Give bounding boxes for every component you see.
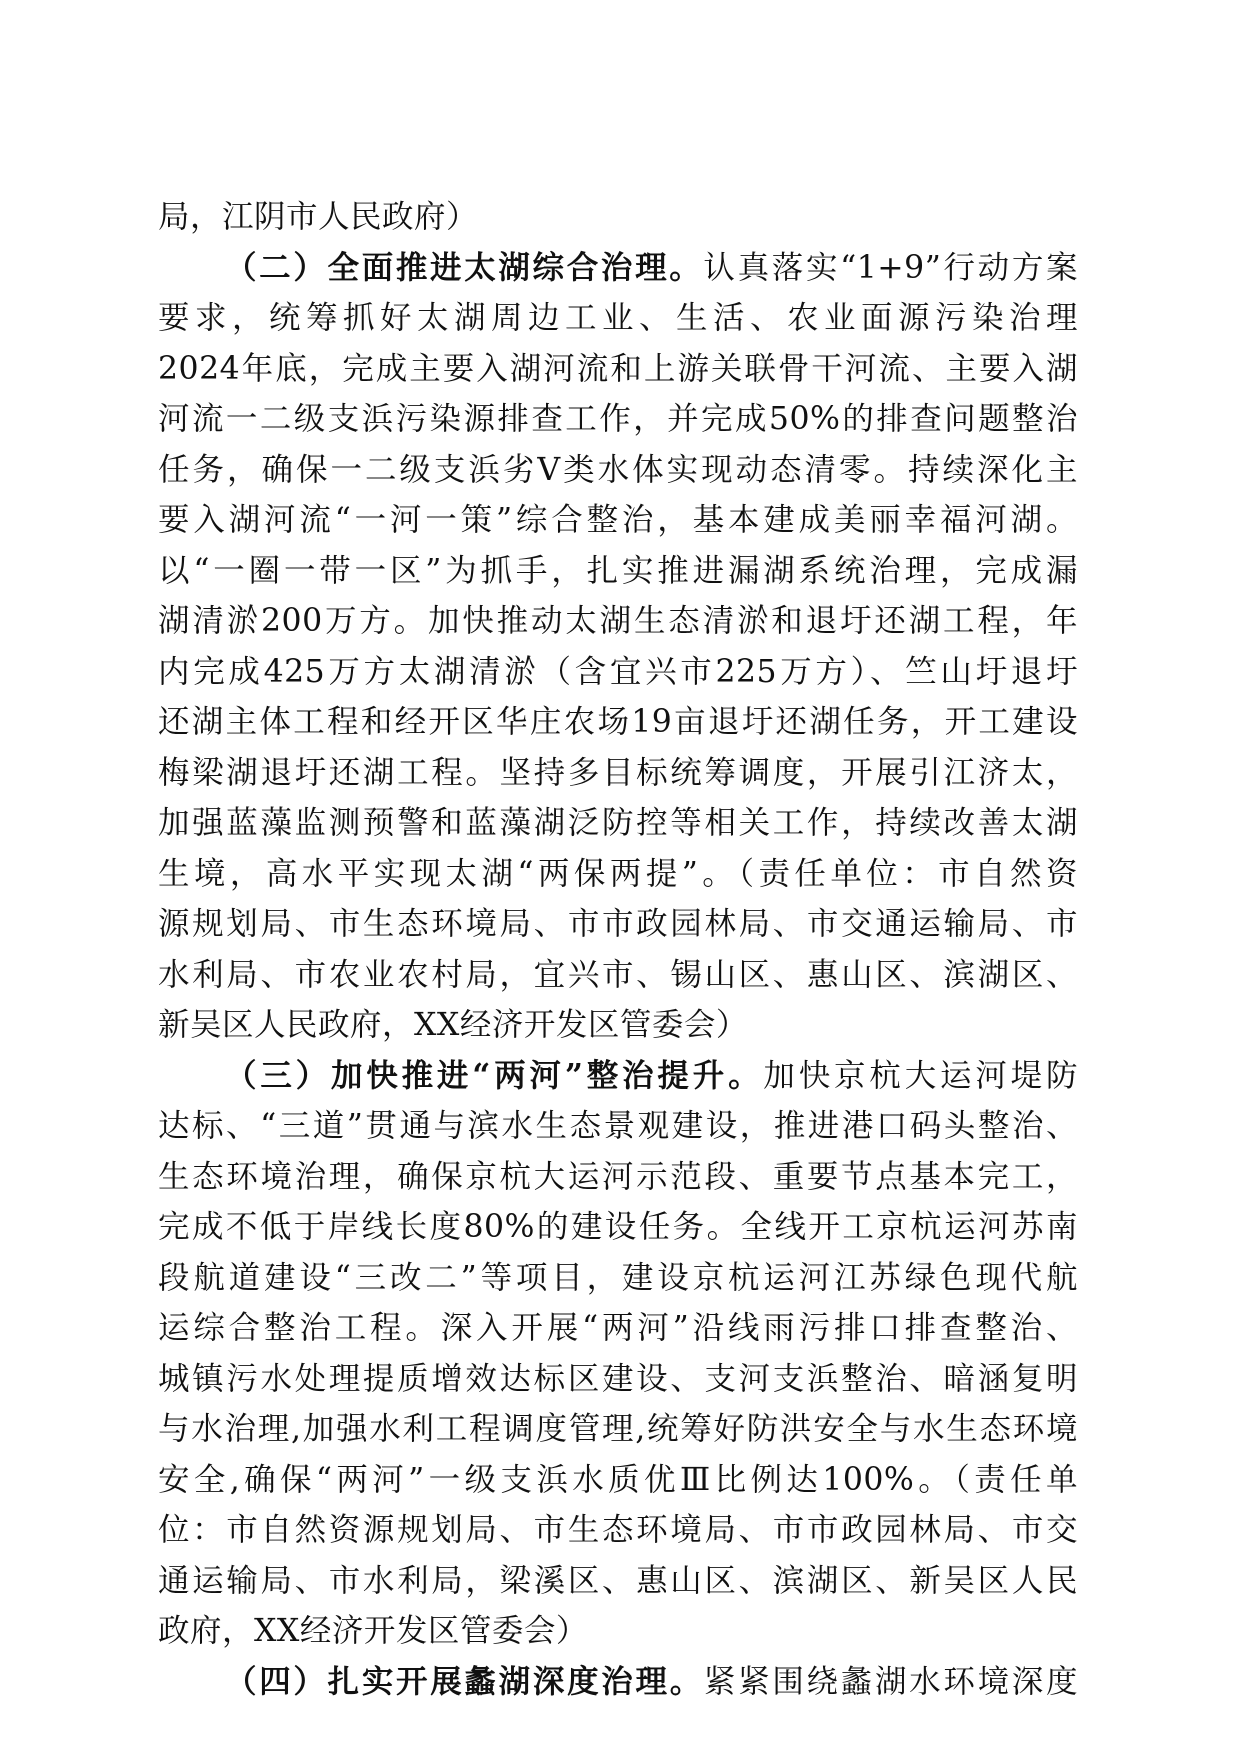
line-text: 紧紧围绕蠡湖水环境深度 <box>703 1663 1078 1700</box>
line-text: 2024年底，完成主要入湖河流和上游关联骨干河流、主要入湖 <box>158 350 1078 387</box>
text-line-3 <box>158 293 1078 344</box>
text-line-14 <box>158 849 1078 900</box>
line-text: 梅梁湖退圩还湖工程。坚持多目标统筹调度，开展引江济太， <box>158 754 1078 791</box>
section-3-heading-line <box>158 1051 1078 1102</box>
line-text: 安全,确保“两河”一级支浜水质优Ⅲ比例达100%。（责任单 <box>158 1461 1078 1498</box>
text-line-8 <box>158 546 1078 597</box>
line-text: 通运输局、市水利局，梁溪区、惠山区、滨湖区、新吴区人民 <box>158 1562 1078 1599</box>
text-line-16 <box>158 950 1078 1001</box>
text-line-4 <box>158 344 1078 395</box>
section-2-heading: （二）全面推进太湖综合治理。 <box>225 248 704 286</box>
text-line-28 <box>158 1556 1078 1607</box>
line-text: 水利局、市农业农村局，宜兴市、锡山区、惠山区、滨湖区、 <box>158 956 1078 993</box>
line-text: 城镇污水处理提质增效达标区建设、支河支浜整治、暗涵复明 <box>158 1360 1078 1397</box>
line-text: 内完成425万方太湖清淤（含宜兴市225万方）、竺山圩退圩 <box>158 653 1078 690</box>
text-line-26 <box>158 1455 1078 1506</box>
text-line-1 <box>158 192 1078 243</box>
line-text: 还湖主体工程和经开区华庄农场19亩退圩还湖任务，开工建设 <box>158 704 1078 740</box>
text-line-20 <box>158 1152 1078 1203</box>
line-text: 生境，高水平实现太湖“两保两提”。（责任单位：市自然资 <box>158 855 1078 892</box>
text-line-25 <box>158 1404 1078 1455</box>
text-line-15 <box>158 899 1078 950</box>
line-text: 河流一二级支浜污染源排查工作，并完成50%的排查问题整治 <box>158 401 1078 437</box>
line-text: 新吴区人民政府，XX经济开发区管委会） <box>158 1007 748 1043</box>
text-line-12 <box>158 748 1078 799</box>
text-line-21 <box>158 1202 1078 1253</box>
line-text: 认真落实“1+9”行动方案 <box>703 249 1078 286</box>
line-text: 与水治理,加强水利工程调度管理,统筹好防洪安全与水生态环境 <box>158 1411 1078 1447</box>
line-text: 政府，XX经济开发区管委会） <box>158 1613 588 1649</box>
line-text: 要入湖河流“一河一策”综合整治，基本建成美丽幸福河湖。 <box>158 502 1078 538</box>
line-text: 完成不低于岸线长度80%的建设任务。全线开工京杭运河苏南 <box>158 1209 1078 1245</box>
section-4-heading: （四）扎实开展蠡湖深度治理。 <box>225 1662 704 1700</box>
line-text: 以“一圈一带一区”为抓手，扎实推进漏湖系统治理，完成漏 <box>158 552 1078 589</box>
text-line-22 <box>158 1253 1078 1304</box>
body-text <box>158 192 1078 1707</box>
text-line-7 <box>158 495 1078 546</box>
line-text: 段航道建设“三改二”等项目，建设京杭运河江苏绿色现代航 <box>158 1259 1078 1296</box>
text-line-17 <box>158 1000 1078 1051</box>
text-line-29 <box>158 1606 1078 1657</box>
line-text: 任务，确保一二级支浜劣Ⅴ类水体实现动态清零。持续深化主 <box>158 451 1078 488</box>
text-line-9 <box>158 596 1078 647</box>
text-line-27 <box>158 1505 1078 1556</box>
line-text: 局，江阴市人民政府） <box>158 199 479 235</box>
line-text: 源规划局、市生态环境局、市市政园林局、市交通运输局、市 <box>158 906 1078 942</box>
text-line-10 <box>158 647 1078 698</box>
line-text: 湖清淤200万方。加快推动太湖生态清淤和退圩还湖工程，年 <box>158 603 1078 639</box>
text-line-5 <box>158 394 1078 445</box>
text-line-24 <box>158 1354 1078 1405</box>
section-2-heading-line <box>158 243 1078 294</box>
line-text: 生态环境治理，确保京杭大运河示范段、重要节点基本完工， <box>158 1158 1078 1195</box>
line-text: 加强蓝藻监测预警和蓝藻湖泛防控等相关工作，持续改善太湖 <box>158 805 1078 841</box>
section-4-heading-line <box>158 1657 1078 1708</box>
line-text: 加快京杭大运河堤防 <box>763 1057 1078 1094</box>
text-line-11 <box>158 697 1078 748</box>
text-line-19 <box>158 1101 1078 1152</box>
line-text: 达标、“三道”贯通与滨水生态景观建设，推进港口码头整治、 <box>158 1108 1078 1144</box>
text-line-23 <box>158 1303 1078 1354</box>
line-text: 位：市自然资源规划局、市生态环境局、市市政园林局、市交 <box>158 1512 1078 1548</box>
text-line-6 <box>158 445 1078 496</box>
line-text: 运综合整治工程。深入开展“两河”沿线雨污排口排查整治、 <box>158 1310 1078 1346</box>
section-3-heading: （三）加快推进“两河”整治提升。 <box>225 1056 764 1094</box>
line-text: 要求，统筹抓好太湖周边工业、生活、农业面源污染治理 <box>158 300 1078 336</box>
text-line-13 <box>158 798 1078 849</box>
